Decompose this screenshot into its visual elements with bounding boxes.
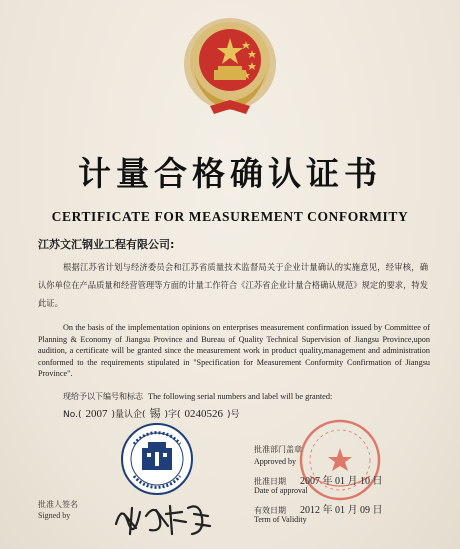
serial-line <box>63 391 443 402</box>
handwritten-signature <box>110 494 220 542</box>
number-prefix: No.( <box>63 410 82 420</box>
certificate-number <box>63 405 240 421</box>
serial-line-chinese: 现给予以下编号和标志 <box>63 392 143 401</box>
number-mid: )量认企( <box>111 410 146 420</box>
validity-date-row <box>254 501 383 516</box>
validity-label-english: Term of Validity <box>254 515 307 524</box>
measurement-conformity-logo-icon <box>120 422 194 496</box>
signer-label-english: Signed by <box>38 511 71 520</box>
number-suffix: )号 <box>227 410 240 420</box>
approval-date-row <box>254 472 383 487</box>
number-region: 锡 <box>149 408 161 420</box>
approval-date-label-english: Date of approval <box>254 486 308 495</box>
title-chinese: 计量合格确认证书 <box>78 154 382 193</box>
title-english: CERTIFICATE FOR MEASUREMENT CONFORMITY <box>51 209 409 224</box>
signer-label-chinese: 批准人签名 <box>38 500 78 509</box>
body-chinese: 根据江苏省计划与经济委员会和江苏省质量技术监督局关于企业计量确认的实施意见，经审核，确认你单位在产品质量和经营管理等方面的计量工作符合《江苏省企业计量合格确认规范》规定的要求，特发此证。 <box>38 262 428 308</box>
red-seal-stamp-icon <box>298 418 382 502</box>
approval-date-value: 2007 年 01 月 10 日 <box>300 476 383 487</box>
serial-line-english: The following serial numbers and label will be granted: <box>148 392 333 401</box>
approved-by-label-chinese: 批准部门盖章 <box>254 445 302 454</box>
company-name: 江苏文汇钢业工程有限公司: <box>38 238 175 251</box>
number-mid2: )字( <box>164 410 181 420</box>
validity-label-chinese: 有效日期 <box>254 506 286 515</box>
body-english: On the basis of the implementation opinions on enterprises measurement confirmation issued by Committee of Planning & Economy of Jiangsu Province and Bureau of Quality Technical Supervision of Jiangsu Province,upon audition, a certificate will be granted since the measurement work in product quality,management and administration conformed to the requirements stipulated in "Specification for Measurement Conformity Confirmation of Jiangsu Province". <box>38 323 430 379</box>
number-code: 0240526 <box>184 408 224 420</box>
national-emblem-icon <box>180 14 280 118</box>
validity-date-value: 2012 年 01 月 09 日 <box>300 505 383 516</box>
approval-date-label-chinese: 批准日期 <box>254 477 286 486</box>
number-year: 2007 <box>85 408 108 420</box>
approved-by-label-english: Approved by <box>254 457 296 466</box>
